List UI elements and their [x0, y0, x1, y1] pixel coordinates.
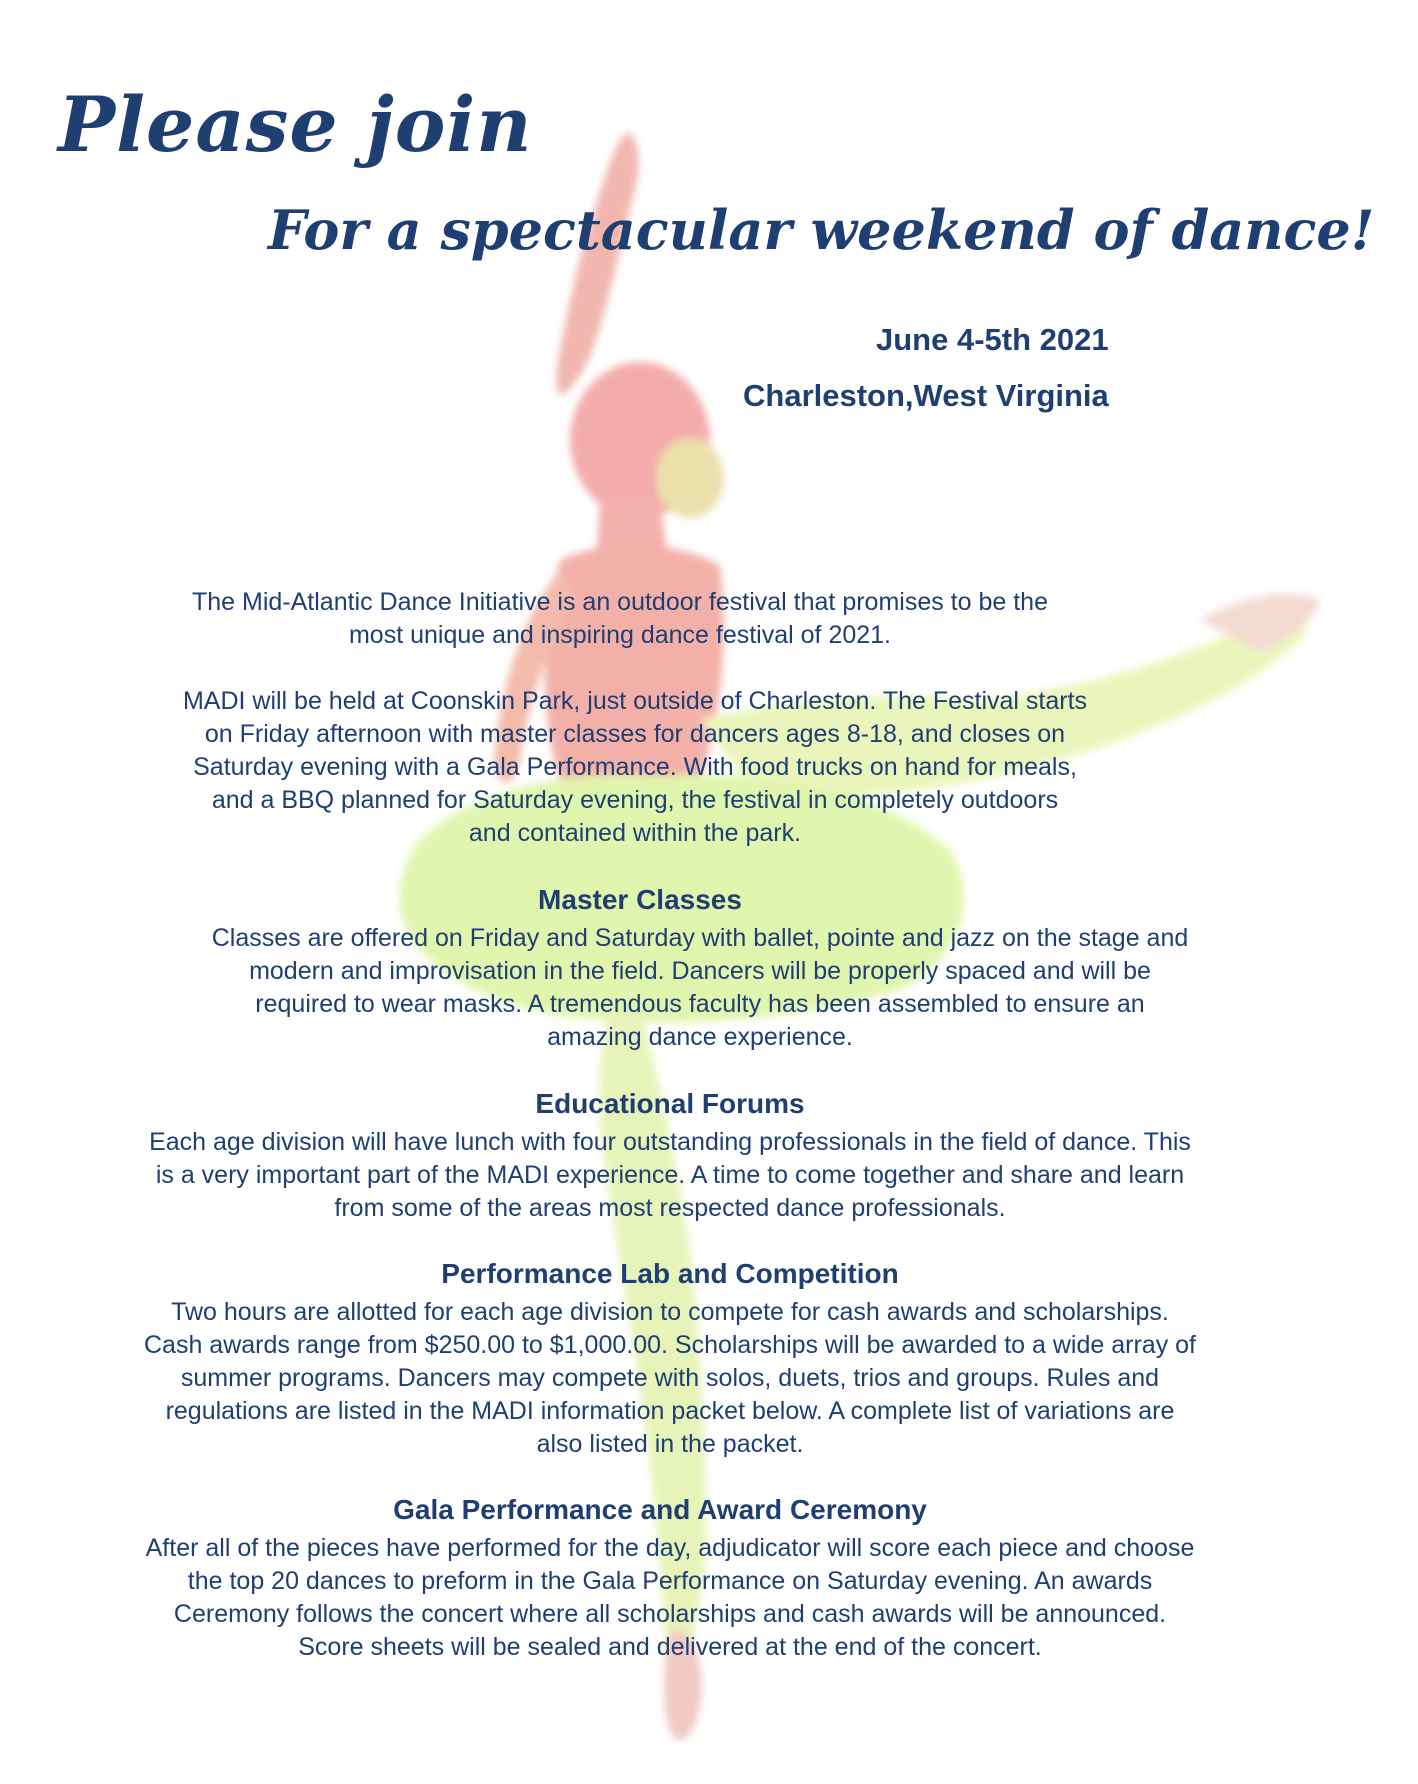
text-line: The Mid-Atlantic Dance Initiative is an outdoor festival that promises to be the: [192, 588, 1048, 616]
text-line: Two hours are allotted for each age division to compete for cash awards and scholarships.: [171, 1298, 1169, 1326]
text-line: from some of the areas most respected dance professionals.: [334, 1194, 1006, 1222]
text-line: modern and improvisation in the field. Dancers will be properly spaced and will be: [249, 957, 1151, 985]
gala-performance-paragraph: [55, 1532, 1285, 1664]
text-line: Ceremony follows the concert where all scholarships and cash awards will be announced.: [173, 1600, 1167, 1628]
text-line: Cash awards range from $250.00 to $1,000.00. Scholarships will be awarded to a wide array of: [144, 1331, 1196, 1359]
text-line: and a BBQ planned for Saturday evening, the festival in completely outdoors: [211, 786, 1059, 814]
headline: Please join: [58, 80, 533, 169]
text-line: also listed in the packet.: [536, 1430, 804, 1458]
section-heading-performance-lab: Performance Lab and Competition: [441, 1258, 899, 1289]
text-line: and contained within the park.: [468, 819, 802, 847]
section-heading-gala-performance: Gala Performance and Award Ceremony: [393, 1494, 927, 1525]
text-line: Each age division will have lunch with four outstanding professionals in the field of dance. This: [149, 1128, 1191, 1156]
event-location: Charleston,West Virginia: [743, 378, 1109, 413]
text-line: Classes are offered on Friday and Saturday with ballet, pointe and jazz on the stage and: [211, 924, 1189, 952]
text-line: MADI will be held at Coonskin Park, just outside of Charleston. The Festival starts: [182, 687, 1088, 715]
venue-paragraph: [120, 685, 1150, 850]
performance-lab-paragraph: [60, 1296, 1280, 1461]
section-heading-master-classes: Master Classes: [538, 884, 742, 915]
text-line: Score sheets will be sealed and delivered at the end of the concert.: [298, 1633, 1042, 1661]
text-line: After all of the pieces have performed for the day, adjudicator will score each piece and choose: [145, 1534, 1195, 1562]
intro-paragraph: [120, 586, 1120, 652]
event-date: June 4-5th 2021: [876, 322, 1109, 357]
text-line: required to wear masks. A tremendous faculty has been assembled to ensure an: [255, 990, 1145, 1018]
text-line: is a very important part of the MADI experience. A time to come together and share and learn: [155, 1161, 1185, 1189]
text-line: most unique and inspiring dance festival of 2021.: [348, 621, 892, 649]
educational-forums-paragraph: [60, 1126, 1280, 1225]
text-line: summer programs. Dancers may compete with solos, duets, trios and groups. Rules and: [180, 1364, 1160, 1392]
text-line: Saturday evening with a Gala Performance. With food trucks on hand for meals,: [193, 753, 1077, 781]
tagline: For a spectacular weekend of dance!: [268, 198, 1375, 262]
text-line: on Friday afternoon with master classes for dancers ages 8-18, and closes on: [204, 720, 1066, 748]
text-line: the top 20 dances to preform in the Gala Performance on Saturday evening. An awards: [187, 1567, 1153, 1595]
section-heading-educational-forums: Educational Forums: [535, 1088, 805, 1119]
text-line: amazing dance experience.: [547, 1023, 853, 1051]
master-classes-paragraph: [150, 922, 1250, 1054]
text-line: regulations are listed in the MADI information packet below. A complete list of variations are: [165, 1397, 1175, 1425]
